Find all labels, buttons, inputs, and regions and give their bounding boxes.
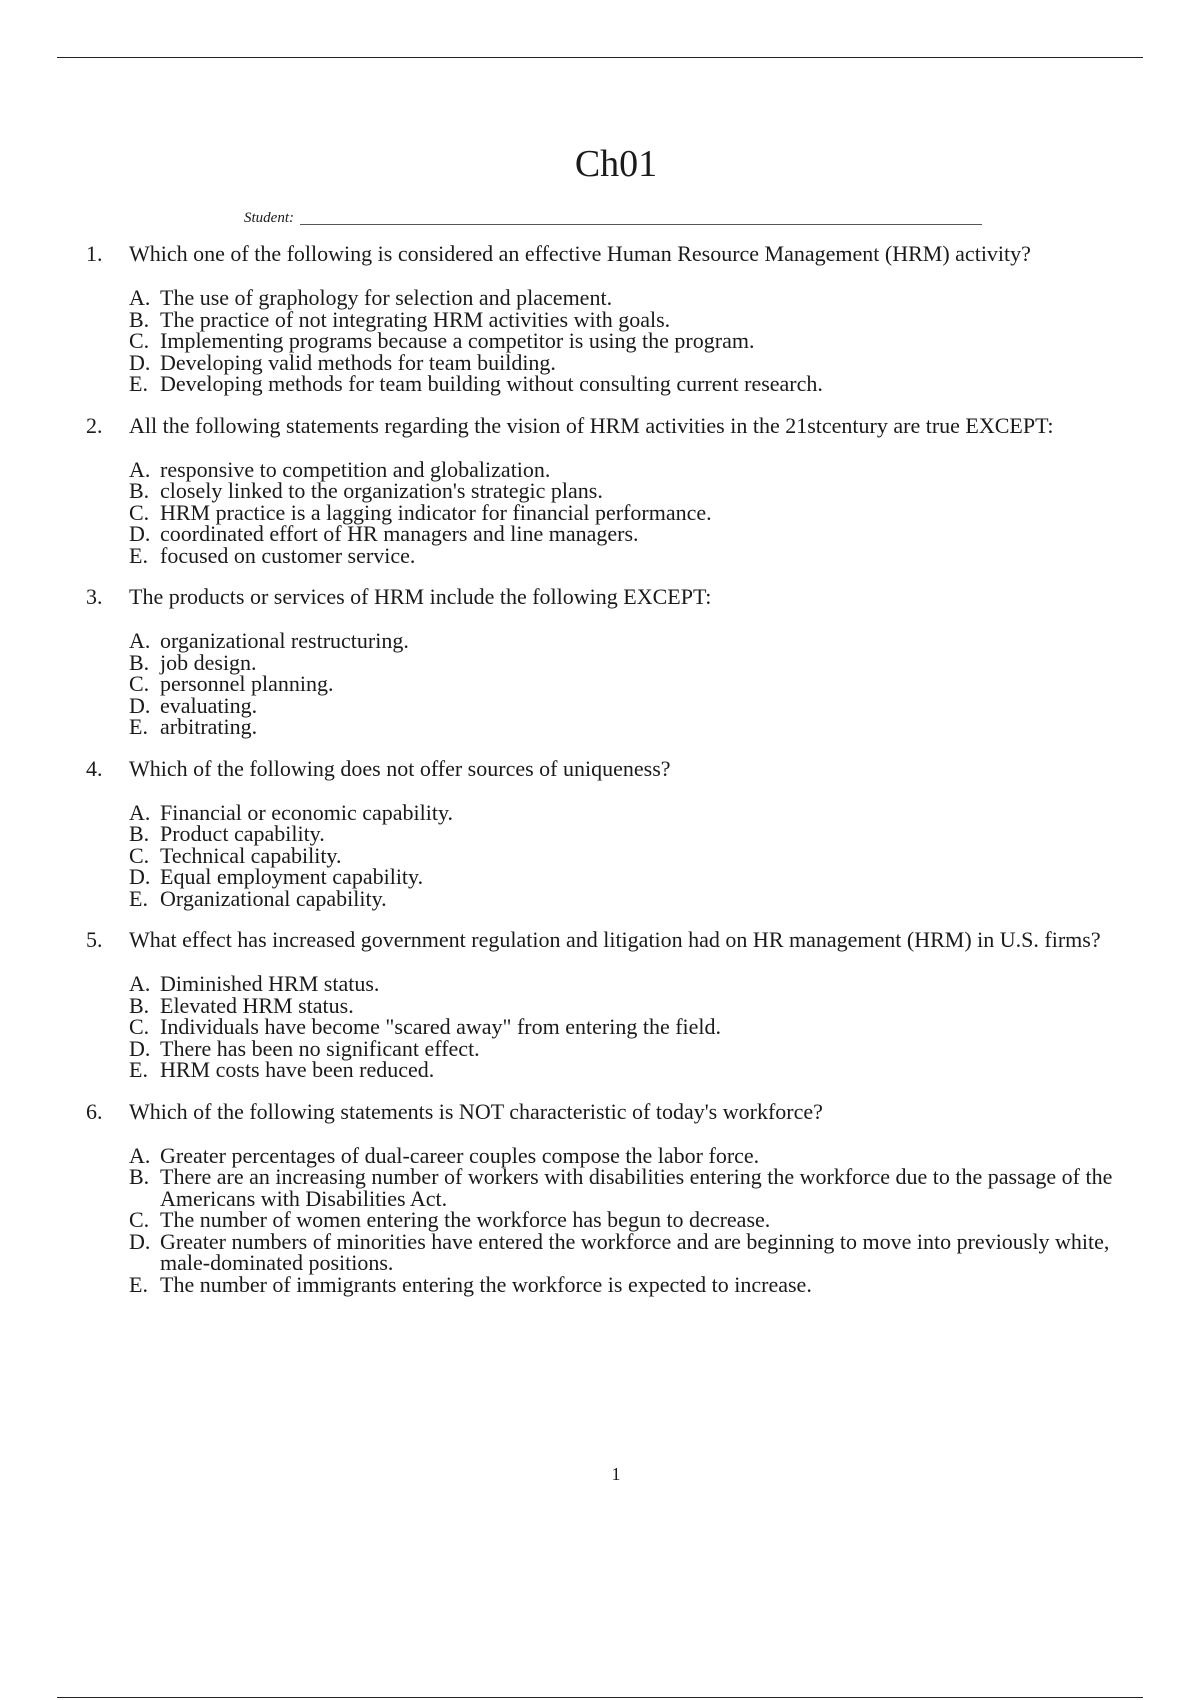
answer-option	[129, 1059, 1146, 1081]
question-item	[86, 1098, 1146, 1297]
question-number: 6.	[86, 1098, 103, 1124]
option-letter: C.	[129, 499, 150, 525]
option-letter: B.	[129, 821, 150, 846]
answer-option	[129, 1228, 1146, 1275]
answer-option	[129, 1142, 1146, 1168]
answer-options	[129, 287, 1146, 395]
answer-option	[129, 287, 1146, 309]
question-stem	[86, 243, 1146, 265]
question-text: Which of the following statements is NOT characteristic of today's workforce?	[129, 1098, 823, 1124]
option-text: HRM costs have been reduced.	[160, 1057, 435, 1082]
option-letter: A.	[129, 799, 151, 825]
question-stem	[86, 1098, 1146, 1124]
option-text: HRM practice is a lagging indicator for financial performance.	[160, 499, 712, 525]
page-title: Ch01	[574, 143, 658, 185]
answer-option	[129, 799, 1146, 825]
answer-option	[129, 523, 1146, 545]
answer-option	[129, 1271, 1146, 1297]
answer-option	[129, 885, 1146, 911]
question-stem	[86, 412, 1146, 438]
answer-option	[129, 349, 1146, 375]
answer-option	[129, 823, 1146, 845]
option-text: Technical capability.	[160, 842, 342, 868]
answer-options	[129, 799, 1146, 911]
option-letter: C.	[129, 671, 150, 696]
option-text: closely linked to the organization's strategic plans.	[160, 478, 603, 503]
answer-option	[129, 673, 1146, 695]
question-item	[86, 243, 1146, 395]
option-letter: B.	[129, 478, 150, 503]
option-letter: E.	[129, 714, 148, 739]
option-text: The number of immigrants entering the workforce is expected to increase.	[160, 1271, 812, 1297]
question-number: 2.	[86, 412, 103, 438]
option-text: arbitrating.	[160, 714, 258, 739]
answer-option	[129, 992, 1146, 1018]
option-letter: E.	[129, 371, 148, 396]
option-letter: A.	[129, 628, 151, 653]
option-text: Elevated HRM status.	[160, 992, 354, 1018]
option-letter: A.	[129, 1142, 151, 1168]
option-text: Developing valid methods for team building.	[160, 349, 556, 375]
answer-option	[129, 842, 1146, 868]
answer-options	[129, 1142, 1146, 1297]
option-letter: E.	[129, 885, 148, 911]
answer-option	[129, 456, 1146, 482]
answer-option	[129, 499, 1146, 525]
answer-option	[129, 866, 1146, 888]
option-text: organizational restructuring.	[160, 628, 409, 653]
option-text: Product capability.	[160, 821, 325, 846]
answer-option	[129, 306, 1146, 332]
option-text: focused on customer service.	[160, 542, 416, 568]
option-letter: B.	[129, 992, 150, 1018]
option-text: Organizational capability.	[160, 885, 387, 911]
question-text: What effect has increased government regulation and litigation had on HR management (HRM) in U.S. firms?	[129, 927, 1101, 952]
bottom-rule	[57, 1697, 1143, 1698]
top-rule	[57, 57, 1143, 58]
option-letter: A.	[129, 456, 151, 482]
option-text: There has been no significant effect.	[160, 1035, 480, 1061]
answer-option	[129, 1016, 1146, 1038]
question-item	[86, 755, 1146, 911]
answer-option	[129, 1209, 1146, 1231]
option-text: There are an increasing number of workers with disabilities entering the workforce due to the passage of the Americans with Disabilities Act.	[160, 1164, 1113, 1211]
question-list	[86, 243, 1146, 1315]
option-text: Implementing programs because a competitor is using the program.	[160, 328, 755, 353]
option-text: Individuals have become "scared away" from entering the field.	[160, 1014, 722, 1039]
question-number: 5.	[86, 927, 103, 952]
option-letter: B.	[129, 1164, 150, 1189]
question-stem	[86, 586, 1146, 608]
answer-option	[129, 542, 1146, 568]
question-item	[86, 586, 1146, 738]
answer-option	[129, 630, 1146, 652]
question-item	[86, 412, 1146, 568]
option-letter: D.	[129, 1035, 151, 1061]
student-name-line	[300, 224, 982, 225]
option-text: evaluating.	[160, 692, 258, 718]
answer-option	[129, 716, 1146, 738]
option-letter: C.	[129, 1014, 150, 1039]
page-number: 1	[611, 1464, 621, 1484]
option-text: Developing methods for team building without consulting current research.	[160, 371, 823, 396]
option-letter: D.	[129, 864, 151, 889]
option-text: Diminished HRM status.	[160, 971, 380, 996]
option-text: Greater percentages of dual-career couples compose the labor force.	[160, 1142, 760, 1168]
answer-option	[129, 330, 1146, 352]
question-number: 4.	[86, 755, 103, 781]
option-letter: A.	[129, 285, 151, 310]
option-text: responsive to competition and globalization.	[160, 456, 551, 482]
answer-option	[129, 692, 1146, 718]
option-letter: A.	[129, 971, 151, 996]
student-name-field	[244, 208, 982, 228]
answer-option	[129, 649, 1146, 675]
answer-option	[129, 1035, 1146, 1061]
option-text: personnel planning.	[160, 671, 334, 696]
option-letter: E.	[129, 542, 148, 568]
answer-options	[129, 456, 1146, 568]
question-number: 3.	[86, 584, 103, 609]
option-text: coordinated effort of HR managers and line managers.	[160, 521, 639, 546]
question-text: Which of the following does not offer sources of uniqueness?	[129, 755, 671, 781]
answer-option	[129, 480, 1146, 502]
student-label: Student:	[244, 210, 294, 226]
question-number: 1.	[86, 241, 103, 266]
question-text: All the following statements regarding the vision of HRM activities in the 21stcentury are true EXCEPT:	[129, 412, 1054, 438]
answer-option	[129, 373, 1146, 395]
question-text: The products or services of HRM include the following EXCEPT:	[129, 584, 712, 609]
question-item	[86, 929, 1146, 1081]
option-letter: E.	[129, 1057, 148, 1082]
option-text: The number of women entering the workforce has begun to decrease.	[160, 1207, 771, 1232]
question-stem	[86, 929, 1146, 951]
answer-options	[129, 630, 1146, 738]
question-text: Which one of the following is considered an effective Human Resource Management (HRM) activity?	[129, 241, 1031, 266]
option-letter: B.	[129, 306, 150, 332]
option-text: Financial or economic capability.	[160, 799, 454, 825]
option-text: The practice of not integrating HRM activities with goals.	[160, 306, 671, 332]
answer-options	[129, 973, 1146, 1081]
answer-option	[129, 973, 1146, 995]
option-text: The use of graphology for selection and placement.	[160, 285, 613, 310]
option-text: Equal employment capability.	[160, 864, 424, 889]
option-letter: C.	[129, 1207, 150, 1232]
option-letter: D.	[129, 521, 151, 546]
option-text: job design.	[160, 649, 257, 675]
option-letter: D.	[129, 1228, 151, 1254]
answer-option	[129, 1166, 1146, 1209]
option-letter: C.	[129, 842, 150, 868]
question-stem	[86, 755, 1146, 781]
option-letter: D.	[129, 692, 151, 718]
option-letter: C.	[129, 328, 150, 353]
option-letter: D.	[129, 349, 151, 375]
option-letter: B.	[129, 649, 150, 675]
option-text: Greater numbers of minorities have entered the workforce and are beginning to move into previously white, male-dominated positions.	[160, 1228, 1110, 1275]
option-letter: E.	[129, 1271, 148, 1297]
